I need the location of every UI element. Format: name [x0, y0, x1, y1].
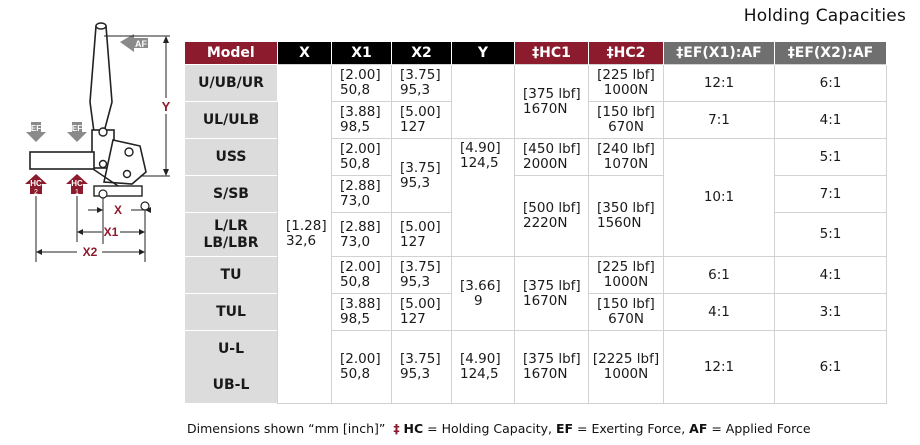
- col-header-hc2: ‡HC2: [589, 42, 664, 65]
- col-header-y: Y: [452, 42, 515, 65]
- footnote-af: AF: [689, 421, 708, 436]
- footnote-ef-def: = Exerting Force,: [573, 421, 690, 436]
- hc1-cell: [450 lbf] 2000N: [515, 139, 589, 176]
- ef-x2-cell: 7:1: [775, 176, 887, 213]
- y-label: Y: [161, 99, 171, 114]
- col-header-model: Model: [185, 42, 278, 65]
- x1-label: X1: [103, 225, 119, 239]
- svg-text:HC: HC: [30, 179, 42, 188]
- ef-x1-cell: 12:1: [664, 65, 775, 102]
- x1-cell: [2.00] 50,8: [332, 257, 392, 294]
- x2-cell: [5.00] 127: [392, 294, 452, 331]
- clamp-bar: [30, 152, 94, 169]
- ef-x2-cell: 3:1: [775, 294, 887, 331]
- ef-arrow-2-icon: [26, 122, 46, 142]
- svg-text:EF: EF: [30, 124, 42, 133]
- footnote-af-def: = Applied Force: [707, 421, 811, 436]
- ef-x2-cell: 4:1: [775, 102, 887, 139]
- ef-arrow-1-icon: [67, 122, 87, 142]
- ef-x2-cell: 5:1: [775, 213, 887, 257]
- model-cell: TU: [185, 257, 278, 294]
- col-header-hc1: ‡HC1: [515, 42, 589, 65]
- y-cell: [4.90] 124,5: [452, 331, 515, 404]
- ef-x1-cell: 12:1: [664, 331, 775, 404]
- x2-cell: [5.00] 127: [392, 213, 452, 257]
- hc2-cell: [150 lbf] 670N: [589, 102, 664, 139]
- x2-cell: [3.75] 95,3: [392, 65, 452, 102]
- x2-label: X2: [82, 245, 98, 259]
- footnote-ef: EF: [555, 421, 574, 436]
- hc2-cell: [225 lbf] 1000N: [589, 257, 664, 294]
- svg-text:1: 1: [75, 189, 79, 196]
- ef-x2-cell: 6:1: [775, 65, 887, 102]
- model-cell: S/SB: [185, 176, 278, 213]
- svg-text:AF: AF: [135, 39, 147, 49]
- model-cell: UL/ULB: [185, 102, 278, 139]
- hc1-cell: [500 lbf] 2220N: [515, 176, 589, 257]
- ef-x1-cell: 4:1: [664, 294, 775, 331]
- ef-x1-cell: 7:1: [664, 102, 775, 139]
- table-row: [185, 65, 887, 102]
- ef-x1-cell: 6:1: [664, 257, 775, 294]
- svg-text:2: 2: [34, 189, 38, 196]
- hc1-arrow-icon: [66, 174, 88, 196]
- model-cell: L/LR LB/LBR: [185, 213, 278, 257]
- model-cell: TUL: [185, 294, 278, 331]
- footnote-hc-def: = Holding Capacity,: [423, 421, 556, 436]
- svg-text:EF: EF: [71, 124, 83, 133]
- x1-cell: [3.88] 98,5: [332, 294, 392, 331]
- holding-capacities-table: [184, 42, 887, 404]
- hc1-cell: [375 lbf] 1670N: [515, 257, 589, 331]
- y-cell: [3.66] 9: [452, 257, 515, 331]
- page-title: Holding Capacities: [743, 6, 906, 26]
- hc2-cell: [240 lbf] 1070N: [589, 139, 664, 176]
- ef-x2-cell: 6:1: [775, 331, 887, 404]
- y-cell: [452, 65, 515, 139]
- col-header-ef-x1: ‡EF(X1):AF: [664, 42, 775, 65]
- x2-cell: [5.00] 127: [392, 102, 452, 139]
- col-header-ef-x2: ‡EF(X2):AF: [775, 42, 887, 65]
- clamp-handle: [90, 26, 112, 132]
- hc1-cell: [375 lbf] 1670N: [515, 331, 589, 404]
- x1-cell: [2.88] 73,0: [332, 213, 392, 257]
- af-arrow-icon: [120, 34, 148, 52]
- x1-cell: [2.88] 73,0: [332, 176, 392, 213]
- hc2-cell: [350 lbf] 1560N: [589, 176, 664, 257]
- hc2-cell: [150 lbf] 670N: [589, 294, 664, 331]
- ef-x2-cell: 5:1: [775, 139, 887, 176]
- x-cell: [1.28] 32,6: [278, 65, 332, 404]
- x1-cell: [2.00] 50,8: [332, 139, 392, 176]
- x2-cell: [3.75] 95,3: [392, 331, 452, 404]
- col-header-x2: X2: [392, 42, 452, 65]
- x1-cell: [3.88] 98,5: [332, 102, 392, 139]
- dagger-symbol: ‡: [393, 421, 400, 436]
- header-row: [185, 42, 887, 65]
- x2-cell: [3.75] 95,3: [392, 139, 452, 213]
- model-cell: U-L UB-L: [185, 331, 278, 404]
- model-cell: U/UB/UR: [185, 65, 278, 102]
- ef-x2-cell: 4:1: [775, 257, 887, 294]
- x1-cell: [2.00] 50,8: [332, 65, 392, 102]
- svg-text:HC: HC: [71, 179, 83, 188]
- footnote-dimensions: Dimensions shown “mm [inch]”: [187, 421, 386, 436]
- hc2-cell: [225 lbf] 1000N: [589, 65, 664, 102]
- hc1-cell: [375 lbf] 1670N: [515, 65, 589, 139]
- ef-x1-cell: 10:1: [664, 139, 775, 257]
- model-cell: USS: [185, 139, 278, 176]
- footnote: [187, 421, 811, 436]
- x2-cell: [3.75] 95,3: [392, 257, 452, 294]
- x1-cell: [2.00] 50,8: [332, 331, 392, 404]
- col-header-x1: X1: [332, 42, 392, 65]
- footnote-hc: HC: [403, 421, 424, 436]
- hc2-arrow-icon: [25, 174, 47, 196]
- x-label: X: [113, 203, 123, 217]
- col-header-x: X: [278, 42, 332, 65]
- clamp-diagram: [0, 14, 180, 274]
- hc2-cell: [2225 lbf] 1000N: [589, 331, 664, 404]
- y-cell: [4.90] 124,5: [452, 139, 515, 257]
